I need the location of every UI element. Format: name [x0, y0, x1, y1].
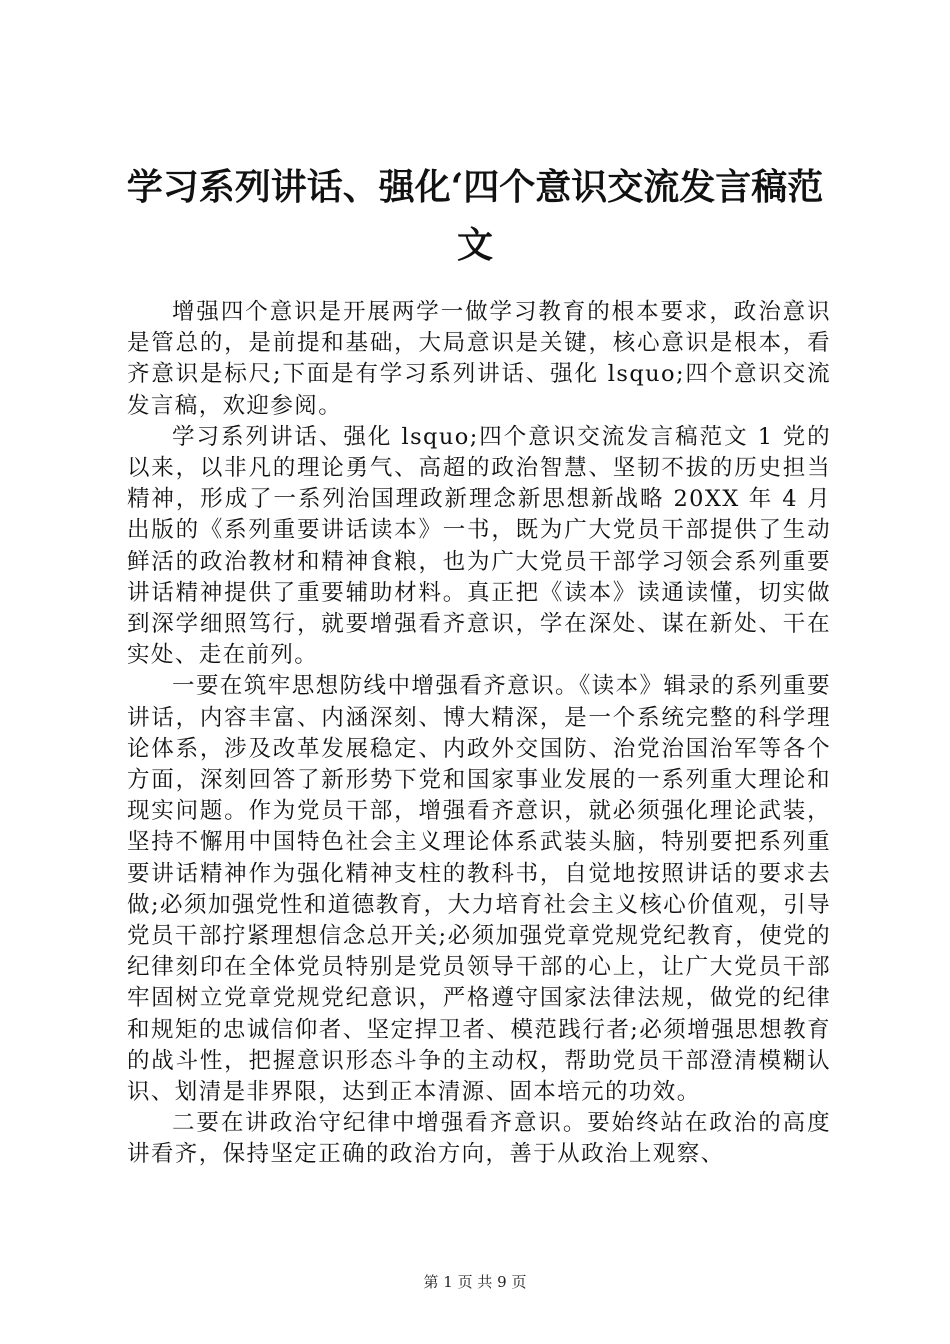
paragraph-point-1: 一要在筑牢思想防线中增强看齐意识。《读本》辑录的系列重要讲话，内容丰富、内涵深刻、博大精深，是一个系统完整的科学理论体系，涉及改革发展稳定、内政外交国防、治党治国治军等各个方面，深刻回答了新形势下党和国家事业发展的一系列重大理论和现实问题。作为党员干部，增强看齐意识，就必须强化理论武装，坚持不懈用中国特色社会主义理论体系武装头脑，特别要把系列重要讲话精神作为强化精神支柱的教科书，自觉地按照讲话的要求去做;必须加强党性和道德教育，大力培育社会主义核心价值观，引导党员干部拧紧理想信念总开关;必须加强党章党规党纪教育，使党的纪律刻印在全体党员特别是党员领导干部的心上，让广大党员干部牢固树立党章党规党纪意识，严格遵守国家法律法规，做党的纪律和规矩的忠诚信仰者、坚定捍卫者、模范践行者;必须增强思想教育的战斗性，把握意识形态斗争的主动权，帮助党员干部澄清模糊认识、划清是非界限，达到正本清源、固本培元的功效。 — [127, 673, 831, 1106]
paragraph-intro: 增强四个意识是开展两学一做学习教育的根本要求，政治意识是管总的，是前提和基础，大局意识是关键，核心意识是根本，看齐意识是标尺;下面是有学习系列讲话、强化 lsquo;四个意识交流发言稿，欢迎参阅。 — [127, 299, 831, 419]
paragraph-point-2: 二要在讲政治守纪律中增强看齐意识。要始终站在政治的高度讲看齐，保持坚定正确的政治方向，善于从政治上观察、 — [127, 1110, 831, 1168]
document-title: 学习系列讲话、强化‘四个意识交流发言稿范文 — [126, 166, 824, 266]
page-number-footer: 第 1 页 共 9 页 — [423, 1273, 527, 1291]
paragraph-sample-1: 学习系列讲话、强化 lsquo;四个意识交流发言稿范文 1 党的以来，以非凡的理论勇气、高超的政治智慧、坚韧不拔的历史担当精神，形成了一系列治国理政新理念新思想新战略 20XX 年 4 月出版的《系列重要讲话读本》一书，既为广大党员干部提供了生动鲜活的政治教材和精神食粮，也为广大党员干部学习领会系列重要讲话精神提供了重要辅助材料。真正把《读本》读通读懂，切实做到深学细照笃行，就要增强看齐意识，学在深处、谋在新处、干在实处、走在前列。 — [127, 423, 831, 669]
document-body — [127, 297, 831, 1171]
